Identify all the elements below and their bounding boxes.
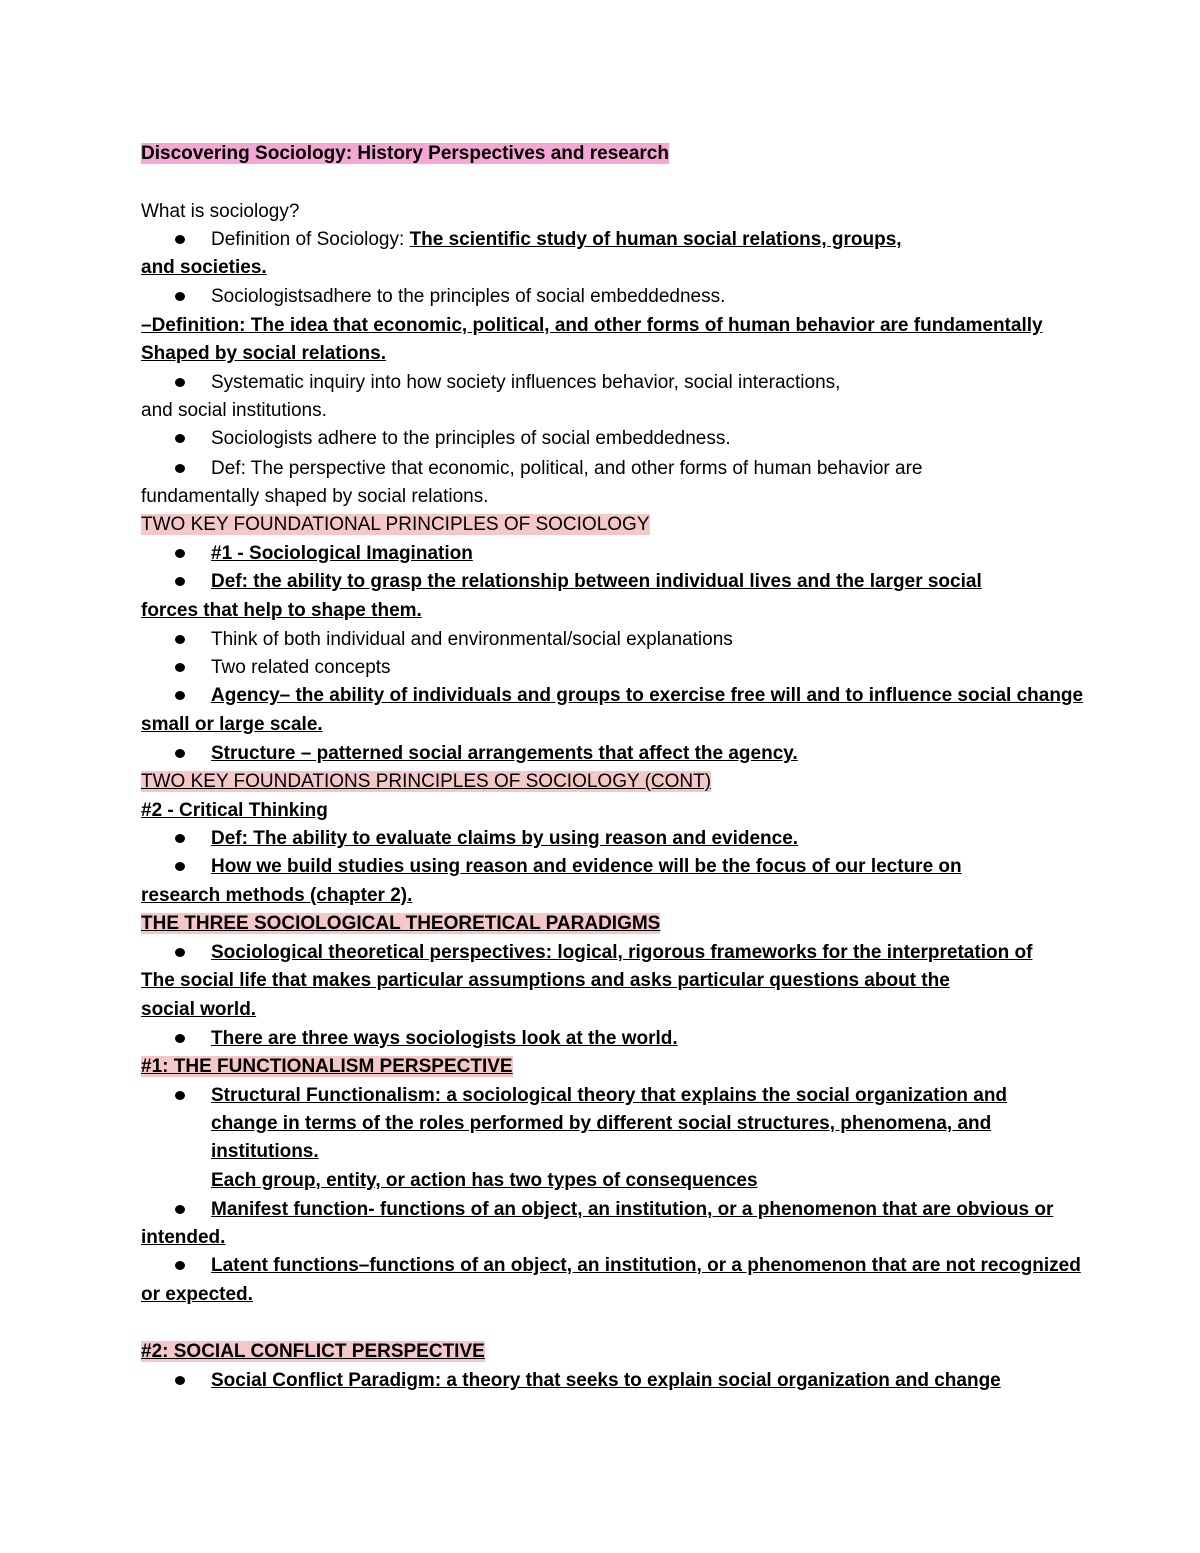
section-heading-conflict: #2: SOCIAL CONFLICT PERSPECTIVE bbox=[141, 1341, 485, 1362]
imagination-definition-cont: forces that help to shape them. bbox=[141, 600, 422, 621]
structural-functionalism-cont: change in terms of the roles performed by different social structures, phenomena, and bbox=[211, 1113, 992, 1134]
section-heading-two-key: TWO KEY FOUNDATIONAL PRINCIPLES OF SOCIOLOGY bbox=[141, 514, 650, 535]
systematic-inquiry: Systematic inquiry into how society influences behavior, social interactions, bbox=[211, 372, 841, 393]
theoretical-perspectives: Sociological theoretical perspectives: logical, rigorous frameworks for the interpretation of bbox=[211, 942, 1033, 963]
build-studies: How we build studies using reason and evidence will be the focus of our lecture on bbox=[211, 856, 962, 877]
bullet-icon bbox=[175, 378, 185, 387]
social-conflict-paradigm: Social Conflict Paradigm: a theory that seeks to explain social organization and change bbox=[211, 1370, 1001, 1391]
bullet-icon bbox=[175, 1034, 185, 1043]
manifest-function: Manifest function- functions of an object, an institution, or a phenomenon that are obvious or bbox=[211, 1199, 1054, 1220]
document-title: Discovering Sociology: History Perspectives and research bbox=[141, 143, 669, 164]
two-types-consequences: Each group, entity, or action has two types of consequences bbox=[211, 1170, 758, 1191]
bullet-icon bbox=[175, 1205, 185, 1214]
theoretical-perspectives-cont: The social life that makes particular assumptions and asks particular questions about the bbox=[141, 970, 950, 991]
latent-functions-cont: or expected. bbox=[141, 1284, 253, 1305]
bullet-icon bbox=[175, 577, 185, 586]
structure-definition: Structure – patterned social arrangements that affect the agency. bbox=[211, 743, 798, 764]
sociological-imagination: #1 - Sociological Imagination bbox=[211, 543, 473, 564]
bullet-icon bbox=[175, 549, 185, 558]
bullet-icon bbox=[175, 948, 185, 957]
bullet-icon bbox=[175, 1091, 185, 1100]
think-both-explanations: Think of both individual and environmental/social explanations bbox=[211, 629, 733, 650]
bullet-icon bbox=[175, 464, 185, 473]
agency-definition-cont: small or large scale. bbox=[141, 714, 323, 735]
embeddedness-definition: –Definition: The idea that economic, political, and other forms of human behavior are fundamentally bbox=[141, 315, 1043, 336]
bullet-icon bbox=[175, 749, 185, 758]
bullet-icon bbox=[175, 292, 185, 301]
systematic-inquiry-cont: and social institutions. bbox=[141, 400, 327, 421]
section-heading-three-paradigms: THE THREE SOCIOLOGICAL THEORETICAL PARADIGMS bbox=[141, 913, 661, 934]
section-heading-functionalism: #1: THE FUNCTIONALISM PERSPECTIVE bbox=[141, 1056, 513, 1077]
critical-thinking: #2 - Critical Thinking bbox=[141, 800, 328, 821]
section-heading-two-key-cont: TWO KEY FOUNDATIONS PRINCIPLES OF SOCIOLOGY (CONT) bbox=[141, 771, 712, 792]
perspective-definition-cont: fundamentally shaped by social relations. bbox=[141, 486, 489, 507]
bullet-icon bbox=[175, 235, 185, 244]
manifest-function-cont: intended. bbox=[141, 1227, 226, 1248]
critical-thinking-definition: Def: The ability to evaluate claims by using reason and evidence. bbox=[211, 828, 799, 849]
imagination-definition: Def: the ability to grasp the relationship between individual lives and the larger social bbox=[211, 571, 982, 592]
bullet-icon bbox=[175, 862, 185, 871]
build-studies-cont: research methods (chapter 2). bbox=[141, 885, 413, 906]
bullet-icon bbox=[175, 434, 185, 443]
structural-functionalism-cont-2: institutions. bbox=[211, 1141, 319, 1162]
perspective-definition: Def: The perspective that economic, political, and other forms of human behavior are bbox=[211, 458, 923, 479]
definition-of-sociology: Definition of Sociology: The scientific study of human social relations, groups, bbox=[211, 229, 902, 250]
latent-functions: Latent functions–functions of an object, an institution, or a phenomenon that are not recognized bbox=[211, 1255, 1081, 1276]
bullet-icon bbox=[175, 834, 185, 843]
structural-functionalism: Structural Functionalism: a sociological theory that explains the social organization and bbox=[211, 1085, 1008, 1106]
two-related-concepts: Two related concepts bbox=[211, 657, 391, 678]
three-ways: There are three ways sociologists look at the world. bbox=[211, 1028, 678, 1049]
definition-of-sociology-cont: and societies. bbox=[141, 257, 267, 278]
embeddedness-note-2: Sociologists adhere to the principles of social embeddedness. bbox=[211, 428, 731, 449]
bullet-icon bbox=[175, 663, 185, 672]
bullet-icon bbox=[175, 1376, 185, 1385]
question-what-is-sociology: What is sociology? bbox=[141, 201, 300, 222]
embeddedness-note: Sociologistsadhere to the principles of social embeddedness. bbox=[211, 286, 726, 307]
theoretical-perspectives-cont-2: social world. bbox=[141, 999, 257, 1020]
agency-definition: Agency– the ability of individuals and groups to exercise free will and to influence social change bbox=[211, 685, 1084, 706]
bullet-icon bbox=[175, 1261, 185, 1270]
bullet-icon bbox=[175, 635, 185, 644]
bullet-icon bbox=[175, 691, 185, 700]
embeddedness-definition-cont: Shaped by social relations. bbox=[141, 343, 386, 364]
